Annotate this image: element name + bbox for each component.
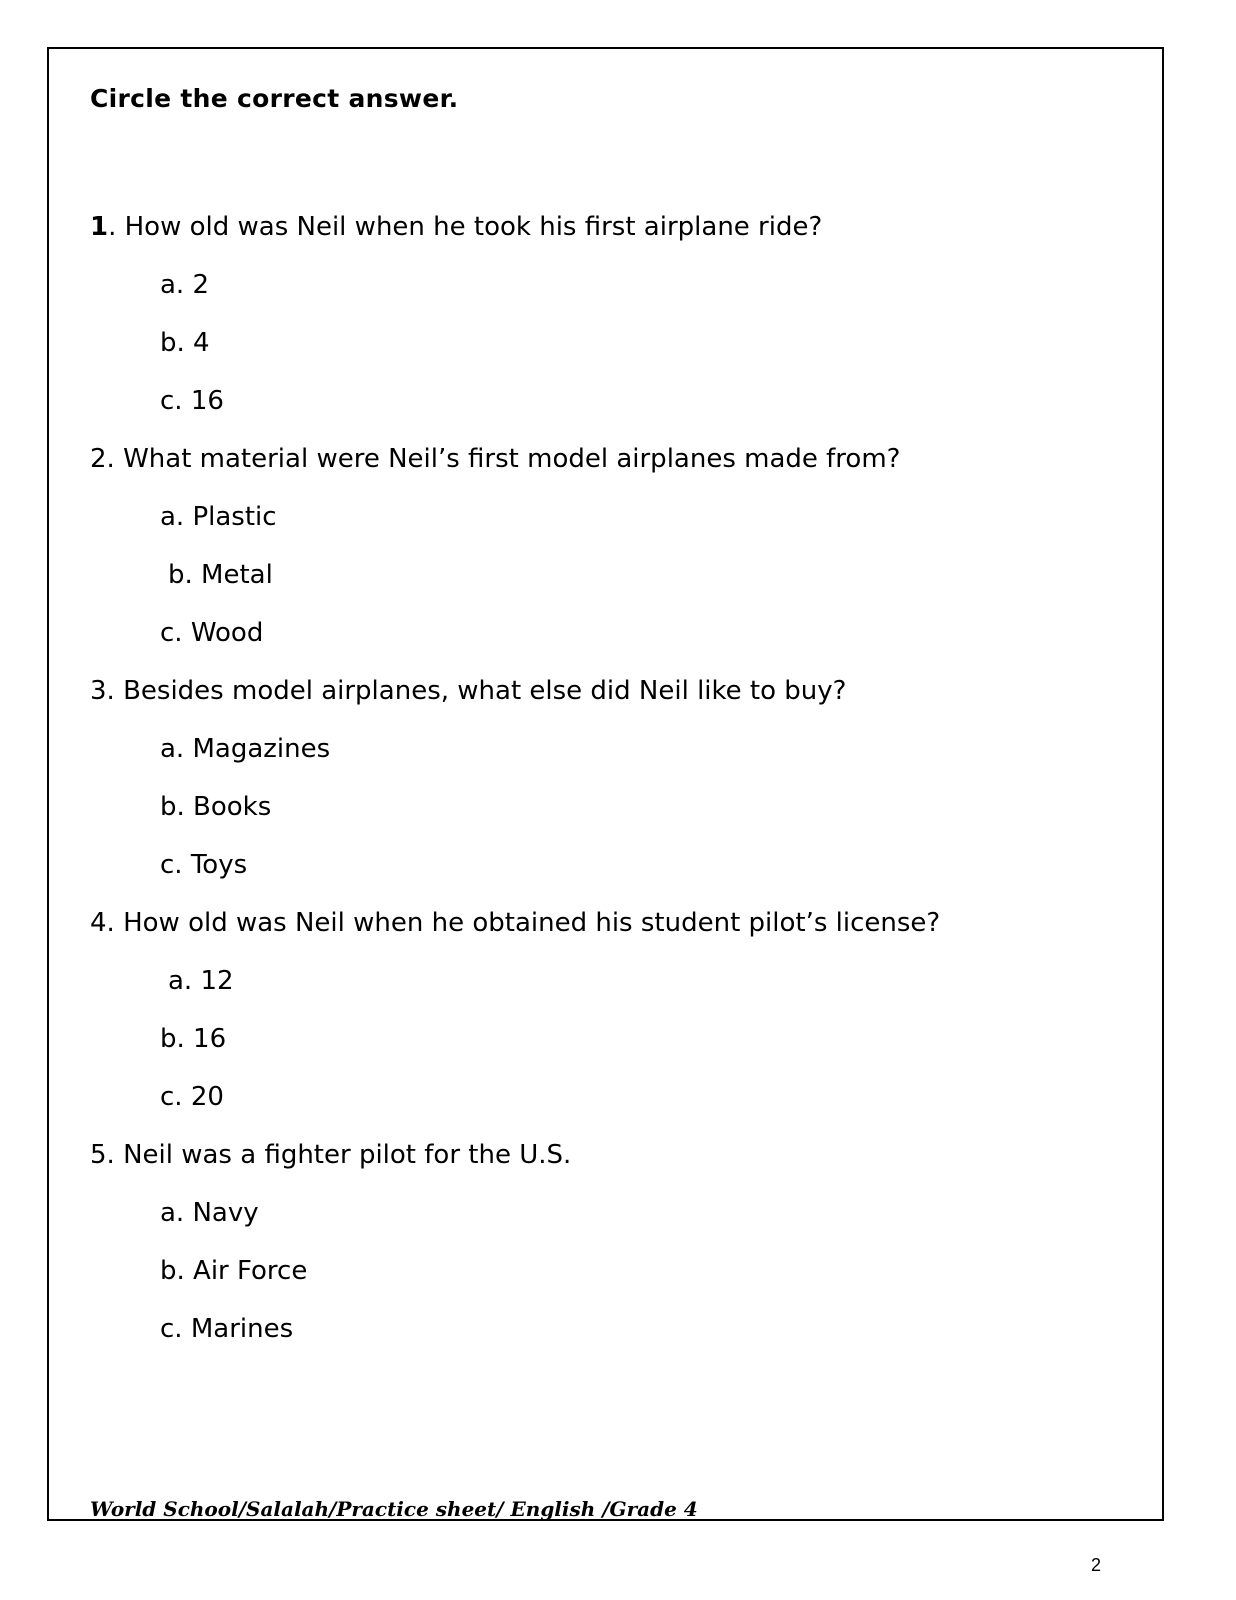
question-1	[90, 198, 1150, 256]
question-number: 4	[90, 908, 107, 938]
option-1c[interactable]: c. 16	[160, 386, 224, 416]
question-4	[90, 894, 1150, 952]
question-number: 5	[90, 1140, 107, 1170]
question-number: 1	[90, 212, 109, 242]
question-text: . Neil was a fighter pilot for the U.S.	[106, 1140, 572, 1170]
option-5b[interactable]: b. Air Force	[160, 1256, 308, 1286]
page-number: 2	[1091, 1555, 1102, 1575]
question-list	[90, 198, 1150, 1358]
question-5	[90, 1126, 1150, 1184]
footer-text: World School/Salalah/Practice sheet/ English /Grade 4	[90, 1497, 698, 1521]
question-text: . How old was Neil when he obtained his student pilot’s license?	[106, 908, 941, 938]
option-4b[interactable]: b. 16	[160, 1024, 227, 1054]
option-4c[interactable]: c. 20	[160, 1082, 224, 1112]
option-4a[interactable]: a. 12	[168, 966, 234, 996]
question-2	[90, 430, 1150, 488]
option-1a[interactable]: a. 2	[160, 270, 210, 300]
question-number: 3	[90, 676, 107, 706]
option-2b[interactable]: b. Metal	[168, 560, 273, 590]
option-2a[interactable]: a. Plastic	[160, 502, 277, 532]
option-3a[interactable]: a. Magazines	[160, 734, 331, 764]
question-text: . What material were Neil’s first model airplanes made from?	[106, 444, 901, 474]
option-5c[interactable]: c. Marines	[160, 1314, 294, 1344]
question-number: 2	[90, 444, 107, 474]
question-3	[90, 662, 1150, 720]
option-5a[interactable]: a. Navy	[160, 1198, 259, 1228]
option-1b[interactable]: b. 4	[160, 328, 210, 358]
option-3c[interactable]: c. Toys	[160, 850, 248, 880]
option-3b[interactable]: b. Books	[160, 792, 272, 822]
option-2c[interactable]: c. Wood	[160, 618, 264, 648]
instruction-heading: Circle the correct answer.	[90, 84, 459, 113]
question-text: . Besides model airplanes, what else did Neil like to buy?	[106, 676, 847, 706]
question-text: . How old was Neil when he took his first airplane ride?	[108, 212, 823, 242]
